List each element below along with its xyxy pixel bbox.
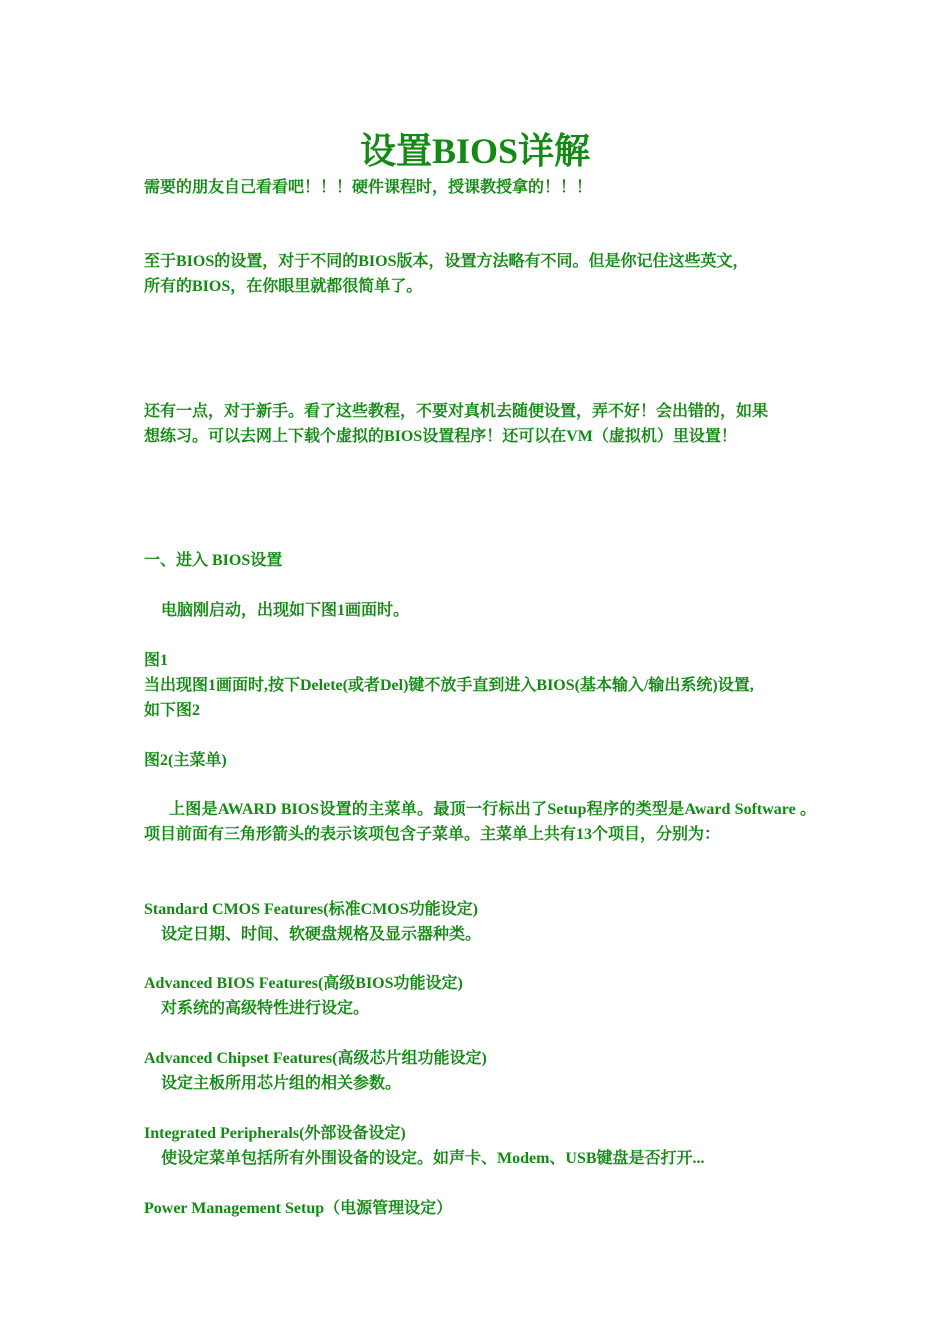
intro-2-line-1: 还有一点，对于新手。看了这些教程，不要对真机去随便设置，弄不好！会出错的，如果 (144, 403, 769, 420)
document-title: 设置BIOS详解 (359, 131, 591, 171)
section-1-para-3: 上图是AWARD BIOS设置的主菜单。最顶一行标出了Setup程序的类型是Award Software 。项目前面有三角形箭头的表示该项包含子菜单。主菜单上共有13个项目，分别为： (144, 801, 816, 843)
menu-item-desc: 对系统的高级特性进行设定。 (161, 1000, 370, 1017)
para-2-line-2: 如下图2 (144, 702, 201, 719)
intro-paragraph-1 (144, 249, 816, 299)
subtitle-note: 需要的朋友自己看看吧！！！硬件课程时，授课教授拿的！！！ (144, 179, 593, 196)
menu-item-desc: 使设定菜单包括所有外围设备的设定。如声卡、Modem、USB键盘是否打开... (161, 1150, 705, 1167)
menu-item-advanced-chipset (144, 1046, 816, 1096)
menu-item-name: Integrated Peripherals(外部设备设定) (144, 1125, 406, 1142)
menu-item-advanced-bios (144, 971, 816, 1021)
intro-1-line-1: 至于BIOS的设置，对于不同的BIOS版本，设置方法略有不同。但是你记住这些英文， (144, 253, 749, 270)
menu-item-integrated-peripherals (144, 1121, 816, 1171)
intro-paragraph-2 (144, 399, 816, 449)
para-2-line-1: 当出现图1画面时,按下Delete(或者Del)键不放手直到进入BIOS(基本输入/输出系统)设置, (144, 677, 754, 694)
menu-item-power-management (144, 1196, 816, 1221)
menu-item-name: Power Management Setup（电源管理设定） (144, 1200, 453, 1217)
section-1-para-1: 电脑刚启动，出现如下图1画面时。 (161, 602, 410, 619)
section-1-heading: 一、进入 BIOS设置 (144, 552, 283, 569)
intro-2-line-2: 想练习。可以去网上下载个虚拟的BIOS设置程序！还可以在VM（虚拟机）里设置！ (144, 428, 737, 445)
menu-item-desc: 设定主板所用芯片组的相关参数。 (161, 1075, 402, 1092)
menu-item-name: Advanced Chipset Features(高级芯片组功能设定) (144, 1050, 487, 1067)
menu-item-desc: 设定日期、时间、软硬盘规格及显示器种类。 (161, 926, 482, 943)
menu-item-standard-cmos (144, 897, 816, 947)
menu-item-name: Standard CMOS Features(标准CMOS功能设定) (144, 901, 478, 918)
section-1-para-2 (144, 673, 816, 723)
intro-1-line-2: 所有的BIOS，在你眼里就都很简单了。 (144, 278, 423, 295)
menu-item-name: Advanced BIOS Features(高级BIOS功能设定) (144, 975, 463, 992)
figure-2-caption: 图2(主菜单) (144, 752, 227, 769)
figure-1-caption: 图1 (144, 652, 169, 669)
